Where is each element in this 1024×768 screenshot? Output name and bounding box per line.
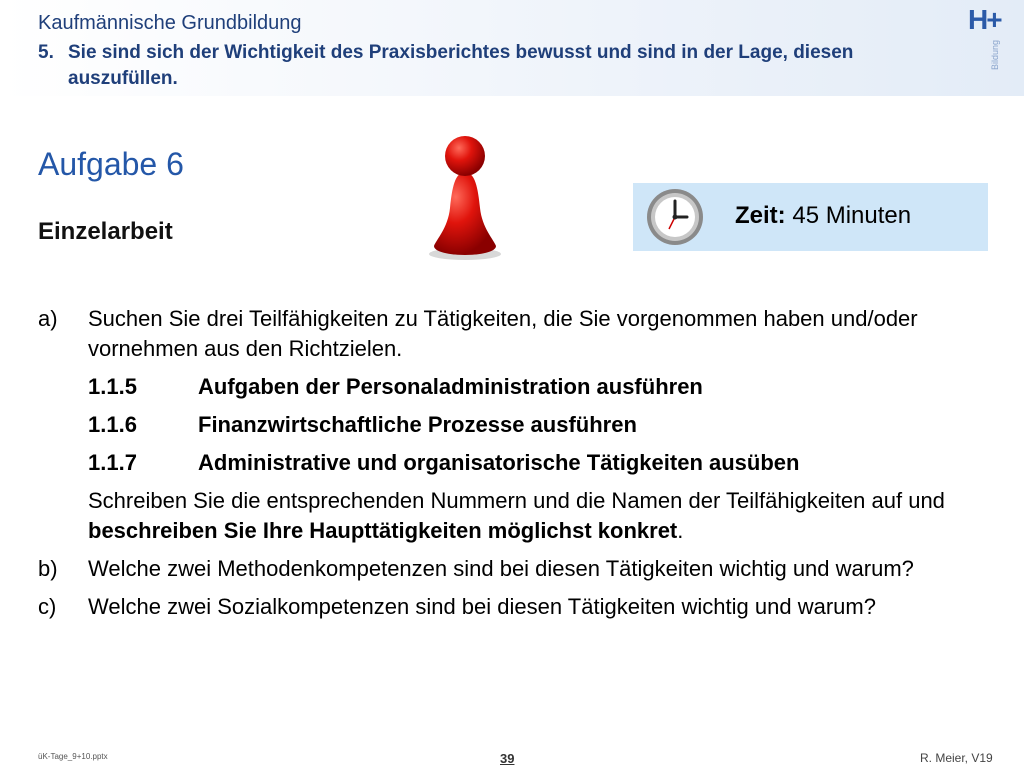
learning-objective bbox=[38, 40, 918, 92]
pawn-icon bbox=[420, 128, 510, 263]
time-value: 45 Minuten bbox=[792, 202, 912, 229]
skill-code-row bbox=[88, 372, 958, 402]
author: R. Meier, V19 bbox=[920, 751, 993, 765]
logo: H+ bbox=[968, 4, 1001, 35]
objective-text: Sie sind sich der Wichtigkeit des Praxisberichtes bewusst und sind in der Lage, diesen auszufüllen. bbox=[68, 42, 854, 89]
skill-label: Administrative und organisatorische Tätigkeiten ausüben bbox=[198, 450, 800, 475]
skill-label: Finanzwirtschaftliche Prozesse ausführen bbox=[198, 412, 637, 437]
item-marker: b) bbox=[38, 556, 58, 581]
slide-header bbox=[0, 0, 1024, 96]
skill-code: 1.1.5 bbox=[88, 374, 137, 399]
file-name: üK-Tage_9+10.pptx bbox=[38, 752, 108, 761]
skill-code: 1.1.6 bbox=[88, 412, 137, 437]
instruction-paragraph: Schreiben Sie die entsprechenden Nummern und die Namen der Teilfähigkeiten auf und beschreiben Sie Ihre Haupttätigkeiten möglichst konkret. bbox=[88, 488, 945, 543]
task-item-a bbox=[38, 304, 958, 364]
task-item-c bbox=[38, 592, 958, 622]
objective-number: 5. bbox=[38, 42, 54, 63]
item-marker: c) bbox=[38, 594, 57, 619]
logo-subtitle: Bildung bbox=[990, 40, 1000, 71]
task-title: Aufgabe 6 bbox=[38, 146, 184, 182]
skill-label: Aufgaben der Personaladministration ausführen bbox=[198, 374, 703, 399]
item-text: Suchen Sie drei Teilfähigkeiten zu Tätigkeiten, die Sie vorgenommen haben und/oder vornehmen aus den Richtzielen. bbox=[88, 306, 918, 361]
clock-icon bbox=[645, 187, 705, 247]
page-number: 39 bbox=[500, 751, 515, 766]
skill-code-row bbox=[88, 448, 958, 478]
skill-code: 1.1.7 bbox=[88, 450, 137, 475]
task-item-b bbox=[38, 554, 958, 584]
emphasis-text: beschreiben Sie Ihre Haupttätigkeiten möglichst konkret bbox=[88, 518, 678, 543]
item-text: Welche zwei Methodenkompetenzen sind bei diesen Tätigkeiten wichtig und warum? bbox=[88, 556, 914, 581]
item-marker: a) bbox=[38, 306, 58, 331]
time-box bbox=[633, 183, 988, 251]
task-content bbox=[38, 304, 958, 630]
course-title: Kaufmännische Grundbildung bbox=[38, 12, 302, 34]
work-mode: Einzelarbeit bbox=[38, 218, 173, 245]
skill-code-row bbox=[88, 410, 958, 440]
item-text: Welche zwei Sozialkompetenzen sind bei diesen Tätigkeiten wichtig und warum? bbox=[88, 594, 876, 619]
time-label: Zeit: 45 Minuten bbox=[735, 202, 912, 229]
